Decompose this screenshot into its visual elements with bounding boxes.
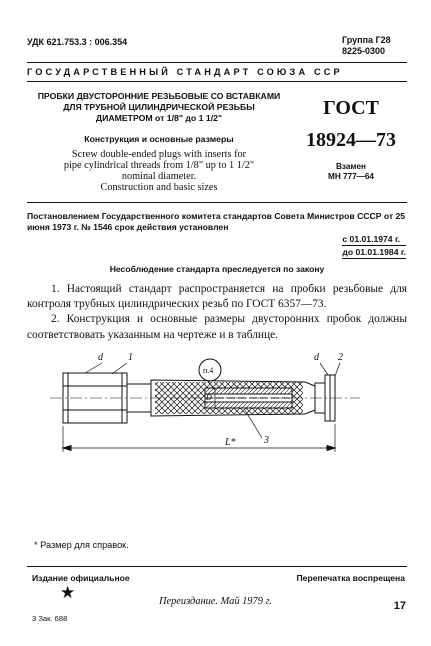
label-D: D (206, 393, 212, 402)
group-label: Группа Г28 (342, 35, 391, 45)
replaces-value: МН 777—64 (328, 172, 374, 181)
title-ru-line-3: ДИАМЕТРОМ от 1/8" до 1 1/2" (95, 113, 223, 123)
body-text (27, 282, 407, 343)
section-rule (27, 202, 407, 203)
title-russian (28, 91, 290, 124)
label-d-left: d (98, 352, 103, 363)
gost-number: 18924—73 (306, 129, 396, 151)
replaces-block (296, 162, 406, 182)
decree-text: Постановлением Государственного комитета стандартов Совета Министров СССР от 25 июня 1973 г. № 1546 срок действия установлен (27, 211, 406, 232)
star-icon: ★ (60, 583, 76, 602)
title-en-line-3: nominal diameter. (121, 171, 197, 182)
no-reprint-notice: Перепечатка воспрещена (296, 573, 405, 583)
valid-to: до 01.01.1984 г. (342, 247, 406, 257)
state-standard-banner: ГОСУДАРСТВЕННЫЙ СТАНДАРТ СОЮЗА ССР (27, 67, 343, 77)
header-rule-bottom (27, 81, 407, 82)
valid-from: с 01.01.1974 г. (342, 233, 406, 246)
label-2: 2 (338, 352, 343, 363)
label-3: 3 (264, 435, 269, 446)
footnote: * Размер для справок. (34, 540, 129, 550)
label-L: L* (225, 437, 236, 448)
label-p4: п.4 (203, 366, 214, 375)
header-rule-top (27, 62, 407, 63)
group-code (342, 35, 391, 57)
okp-code: 8225-0300 (342, 46, 386, 56)
footer-rule (27, 566, 407, 567)
title-en-line-2: pipe cylindrical threads from 1/8" up to 1 1/2" (63, 160, 255, 171)
legal-notice: Несоблюдение стандарта преследуется по закону (109, 264, 325, 274)
title-ru-line-2: ДЛЯ ТРУБНОЙ ЦИЛИНДРИЧЕСКОЙ РЕЗЬБЫ (63, 102, 255, 112)
subtitle-russian: Конструкция и основные размеры (84, 134, 234, 144)
plug-drawing (30, 348, 410, 476)
reprint-note: Переиздание. Май 1979 г. (158, 596, 273, 607)
label-d-right: d (314, 352, 319, 363)
label-1: 1 (128, 352, 133, 363)
validity-dates (342, 233, 406, 259)
title-en-line-1: Screw double-ended plugs with inserts for (71, 149, 247, 160)
title-ru-line-1: ПРОБКИ ДВУСТОРОННИЕ РЕЗЬБОВЫЕ СО ВСТАВКАМИ (37, 91, 281, 101)
udk-code: УДК 621.753.3 : 006.354 (27, 37, 128, 47)
title-en-line-4: Construction and basic sizes (100, 182, 218, 193)
paragraph-1: 1. Настоящий стандарт распространяется на пробки резьбовые для контроля трубных цилиндрических резьб по ГОСТ 6357—73. (27, 283, 407, 311)
title-english (28, 149, 290, 193)
order-number: 3 Зак. 688 (32, 614, 68, 623)
page-number: 17 (393, 600, 406, 612)
replaces-label: Взамен (336, 162, 366, 171)
official-edition: Издание официальное (32, 573, 130, 583)
gost-label: ГОСТ (323, 97, 379, 119)
paragraph-2: 2. Конструкция и основные размеры двусторонних пробок должны соответствовать указанным на чертеже и в таблице. (27, 313, 407, 341)
